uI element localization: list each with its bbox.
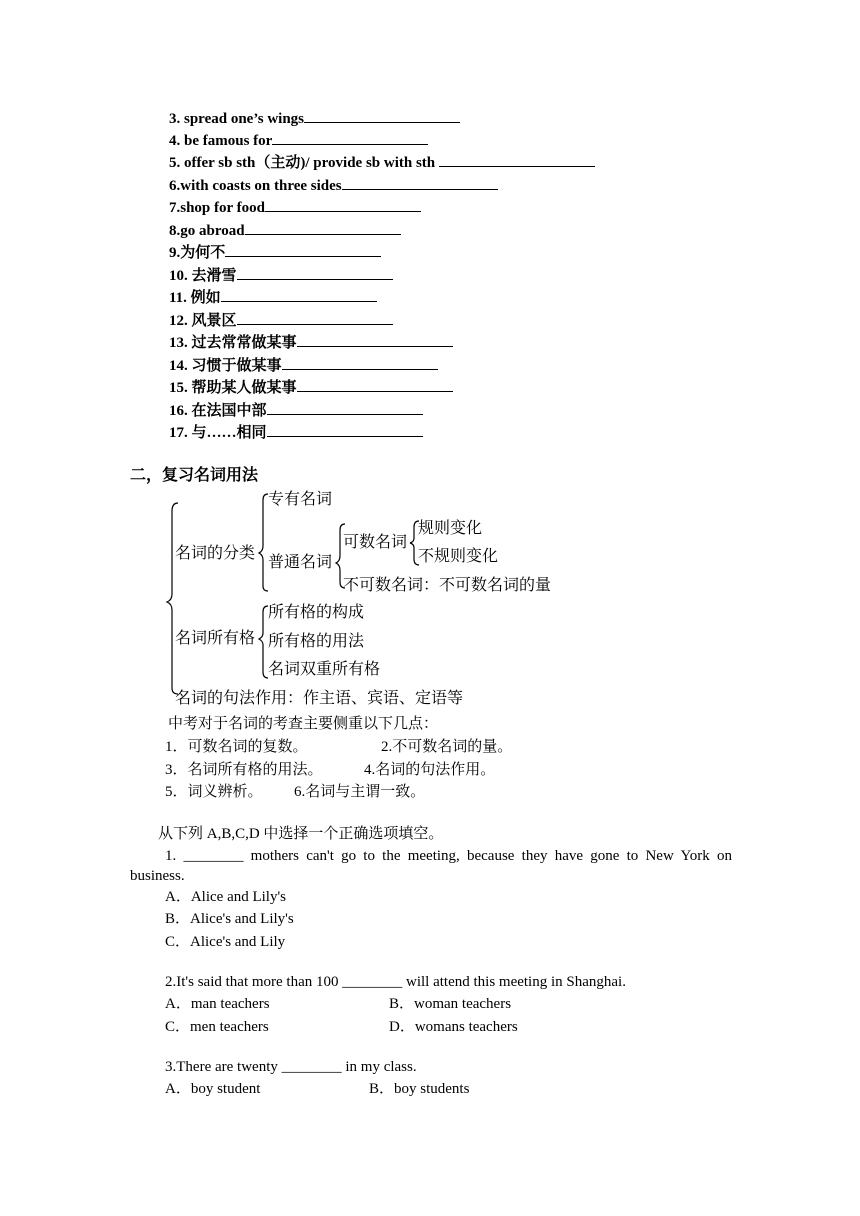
exam-point: 4.名词的句法作用。 — [364, 762, 496, 778]
option-a[interactable]: A．man teachers — [165, 996, 270, 1012]
option-b[interactable]: B．woman teachers — [389, 996, 512, 1012]
tree-proper-noun: 专有名词 — [268, 491, 333, 508]
option-a[interactable]: A．boy student — [165, 1081, 261, 1097]
outer-brace — [167, 503, 178, 694]
tree-classification: 名词的分类 — [175, 545, 256, 562]
exam-point: 6.名词与主谓一致。 — [294, 784, 426, 800]
tree-possessive: 名词所有格 — [175, 630, 256, 647]
exam-point: 3．名词所有格的用法。 — [165, 762, 323, 778]
option-c[interactable]: C．men teachers — [165, 1019, 269, 1035]
phrase-item: 14. 习惯于做某事 — [169, 355, 438, 375]
exam-point: 5．词义辨析。 — [165, 784, 263, 800]
phrase-item: 16. 在法国中部 — [169, 400, 423, 420]
phrase-item: 17. 与……相同 — [169, 422, 423, 442]
tree-possessive-form: 所有格的构成 — [268, 604, 365, 621]
tree-common-noun: 普通名词 — [268, 554, 333, 571]
phrase-item: 11. 例如 — [169, 287, 377, 307]
exam-point: 2.不可数名词的量。 — [381, 739, 513, 755]
question-stem: 1. ________ mothers can't go to the meeting, because they have gone to New York on business. — [130, 848, 732, 884]
option-a[interactable]: A．Alice and Lily's — [165, 889, 287, 905]
exercise-instruction: 从下列 A,B,C,D 中选择一个正确选项填空。 — [158, 826, 444, 842]
phrase-item: 15. 帮助某人做某事 — [169, 377, 453, 397]
phrase-item: 8.go abroad — [169, 220, 401, 240]
possessive-brace — [259, 606, 268, 678]
tree-irregular-change: 不规则变化 — [418, 548, 499, 565]
exam-point: 1．可数名词的复数。 — [165, 739, 308, 755]
tree-possessive-use: 所有格的用法 — [268, 633, 365, 650]
phrase-item: 12. 风景区 — [169, 310, 393, 330]
section-title: 二，复习名词用法 — [130, 467, 259, 484]
option-b[interactable]: B．boy students — [369, 1081, 470, 1097]
question-stem: 3.There are twenty ________ in my class. — [165, 1059, 417, 1075]
phrase-item: 3. spread one’s wings — [169, 108, 460, 128]
tree-syntax-role: 名词的句法作用：作主语、宾语、定语等 — [175, 690, 464, 707]
phrase-item: 9.为何不 — [169, 242, 381, 262]
tree-countable-noun: 可数名词 — [343, 534, 408, 551]
tree-uncountable-noun: 不可数名词：不可数名词的量 — [343, 577, 552, 594]
tree-double-possessive: 名词双重所有格 — [268, 661, 381, 678]
classification-brace — [259, 494, 268, 591]
phrase-item: 5. offer sb sth（主动)/ provide sb with sth — [169, 152, 595, 172]
phrase-item: 6.with coasts on three sides — [169, 175, 498, 195]
phrase-item: 10. 去滑雪 — [169, 265, 393, 285]
option-d[interactable]: D．womans teachers — [389, 1019, 518, 1035]
exam-intro: 中考对于名词的考查主要侧重以下几点： — [168, 716, 439, 732]
phrase-item: 13. 过去常常做某事 — [169, 332, 453, 352]
phrase-item: 4. be famous for — [169, 130, 428, 150]
option-c[interactable]: C．Alice's and Lily — [165, 934, 286, 950]
question-stem: 2.It's said that more than 100 ________ will attend this meeting in Shanghai. — [165, 974, 626, 990]
tree-regular-change: 规则变化 — [418, 520, 483, 537]
phrase-item: 7.shop for food — [169, 197, 421, 217]
option-b[interactable]: B．Alice's and Lily's — [165, 911, 294, 927]
